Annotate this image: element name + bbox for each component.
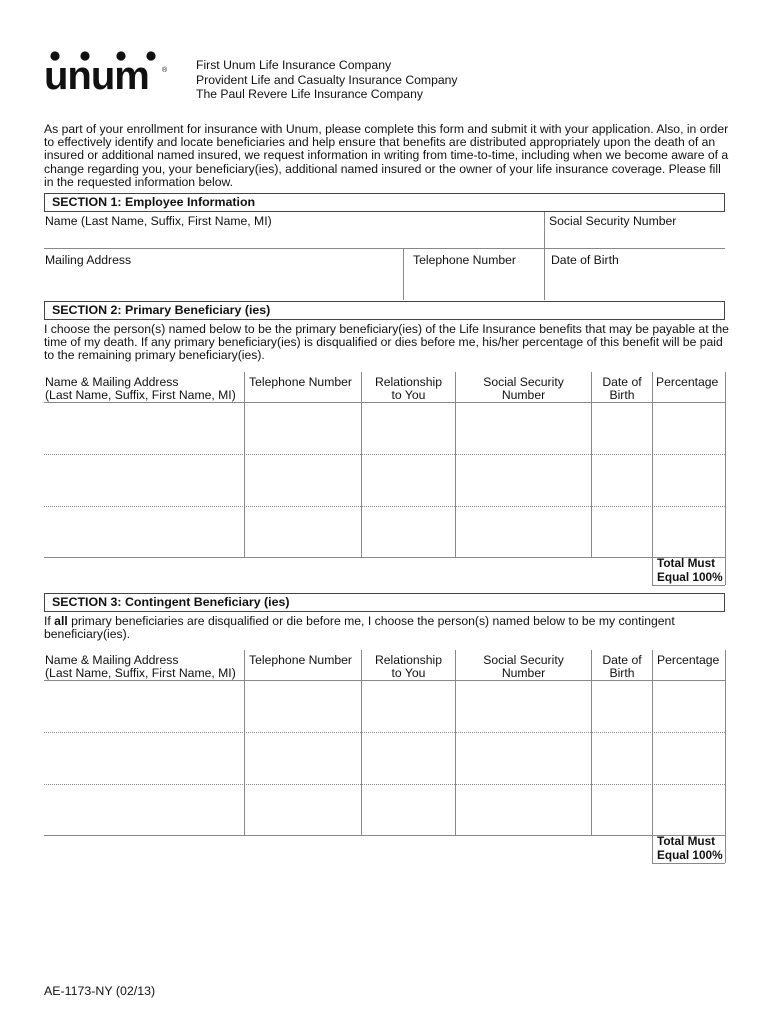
header-line: Number	[501, 388, 546, 402]
header-line: Birth	[609, 388, 635, 402]
s3-header-name	[45, 654, 236, 680]
header-line: Number	[501, 666, 546, 680]
header-line: to You	[391, 388, 426, 402]
total-line: Equal 100%	[657, 569, 723, 584]
employee-phone-label: Telephone Number	[413, 253, 516, 267]
company-name: Provident Life and Casualty Insurance Company	[196, 72, 458, 87]
header-line: Date of	[602, 653, 642, 667]
header-line: Social Security	[483, 653, 564, 667]
divider	[725, 650, 726, 863]
header-line: Name & Mailing Address	[45, 653, 179, 667]
s3-header-dob	[592, 654, 652, 680]
s2-header-ssn	[456, 376, 591, 402]
registered-mark: ®	[162, 67, 168, 74]
section2-instructions: I choose the person(s) named below to be the primary beneficiary(ies) of the Life Insurance benefits that may be payable at the time of my death. If any primary beneficiary(ies) is disqualified or dies before me, his/her percentage of this benefit will be paid to the remaining primary beneficiary(ies).	[44, 322, 729, 362]
employee-name-field[interactable]	[44, 212, 544, 248]
employee-address-label: Mailing Address	[45, 253, 132, 267]
s2-total-note	[657, 557, 723, 584]
s2-header-dob	[592, 376, 652, 402]
unum-logo	[44, 50, 174, 94]
employee-ssn-label: Social Security Number	[549, 214, 677, 228]
employee-dob-field[interactable]	[544, 249, 725, 300]
divider	[44, 557, 725, 558]
employee-ssn-field[interactable]	[544, 212, 725, 248]
text-part-bold: all	[54, 614, 68, 628]
intro-paragraph: As part of your enrollment for insurance with Unum, please complete this form and submit it with your application. Also, in order to effectively identify and locate beneficiaries and help ensure that benefits are distributed appropriately upon the death of an insured or additional named insured, we request information in writing from time-to-time, including when we become aware of a change regarding you, your beneficiary(ies), additional named insured or the owner of your life insurance coverage. Please fill in the requested information below.	[44, 122, 729, 189]
section3-instructions	[44, 615, 730, 641]
unum-logo-mark	[44, 50, 174, 94]
s3-header-percentage: Percentage	[657, 653, 720, 667]
s3-header-ssn	[456, 654, 591, 680]
s3-total-note	[657, 835, 723, 862]
s2-header-percentage: Percentage	[656, 375, 719, 389]
text-part: If	[44, 614, 55, 628]
s2-header-relationship	[362, 376, 455, 402]
section1-header: SECTION 1: Employee Information	[44, 193, 725, 212]
header-line: (Last Name, Suffix, First Name, MI)	[45, 388, 236, 402]
header-line: Relationship	[374, 375, 443, 389]
divider	[652, 863, 725, 864]
divider	[44, 835, 725, 836]
form-code: AE-1173-NY (02/13)	[44, 984, 156, 998]
text-part: primary beneficiaries are disqualified or die before me, I choose the person(s) named below to be my contingent beneficiary(ies).	[44, 614, 675, 641]
contingent-beneficiary-row[interactable]	[44, 733, 725, 784]
primary-beneficiary-row[interactable]	[44, 455, 725, 506]
s2-header-name	[45, 376, 236, 402]
s3-header-relationship	[362, 654, 455, 680]
header-line: to You	[391, 666, 426, 680]
company-name: The Paul Revere Life Insurance Company	[196, 87, 423, 102]
header-line: Social Security	[483, 375, 564, 389]
total-line: Total Must	[657, 834, 716, 848]
primary-beneficiary-row[interactable]	[44, 403, 725, 454]
employee-phone-field[interactable]	[403, 249, 544, 300]
primary-beneficiary-row[interactable]	[44, 507, 725, 557]
employee-address-field[interactable]	[44, 249, 403, 300]
header-line: (Last Name, Suffix, First Name, MI)	[45, 666, 236, 680]
total-line: Equal 100%	[657, 847, 723, 862]
contingent-beneficiary-row[interactable]	[44, 681, 725, 732]
employee-dob-label: Date of Birth	[551, 253, 619, 267]
header-line: Birth	[609, 666, 635, 680]
company-name: First Unum Life Insurance Company	[196, 58, 392, 72]
total-line: Total Must	[657, 556, 716, 570]
divider	[725, 372, 726, 585]
s3-header-phone: Telephone Number	[249, 653, 352, 667]
section3-header: SECTION 3: Contingent Beneficiary (ies)	[44, 593, 725, 612]
company-list	[196, 58, 458, 102]
header-line: Relationship	[374, 653, 443, 667]
s2-header-phone: Telephone Number	[249, 375, 352, 389]
header-line: Date of	[602, 375, 642, 389]
employee-name-label: Name (Last Name, Suffix, First Name, MI)	[45, 214, 272, 228]
logo-wordmark: unum	[44, 54, 149, 94]
section2-header: SECTION 2: Primary Beneficiary (ies)	[44, 301, 725, 320]
header-line: Name & Mailing Address	[45, 375, 179, 389]
divider	[652, 585, 725, 586]
contingent-beneficiary-row[interactable]	[44, 785, 725, 835]
